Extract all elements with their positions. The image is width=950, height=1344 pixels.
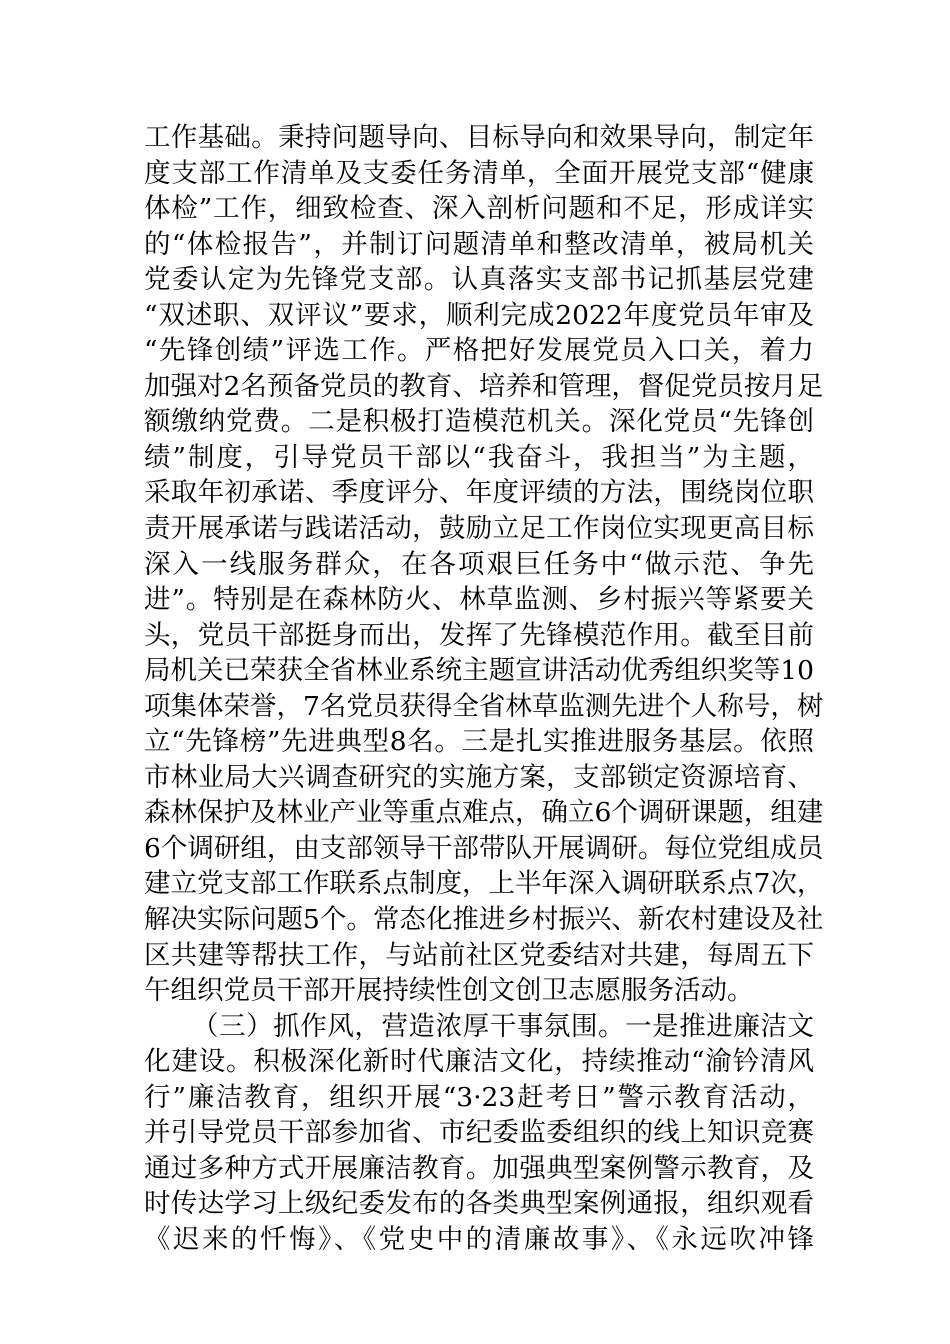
text-line: 工作基础。秉持问题导向、目标导向和效果导向，制定年 [144, 122, 814, 153]
text-line: 午组织党员干部开展持续性创文创卫志愿服务活动。 [144, 975, 754, 1007]
text-line: 通过多种方式开展廉洁教育。加强典型案例警示教育，及 [144, 1152, 814, 1184]
text-line: 头，党员干部挺身而出，发挥了先锋模范作用。截至目前 [144, 619, 814, 651]
text-line: 采取年初承诺、季度评分、年度评绩的方法，围绕岗位职 [144, 477, 814, 509]
document-body [144, 120, 824, 1258]
section-heading-line: （三）抓作风，营造浓厚干事氛围。一是推进廉洁文 [192, 1010, 814, 1042]
text-line: “双述职、双评议”要求，顺利完成2022年度党员年审及 [144, 299, 814, 331]
text-line: 进”。特别是在森林防火、林草监测、乡村振兴等紧要关 [144, 584, 814, 616]
text-line: 6个调研组，由支部领导干部带队开展调研。每位党组成员 [144, 832, 824, 864]
text-line: 局机关已荣获全省林业系统主题宣讲活动优秀组织奖等10 [144, 655, 814, 687]
text-line: 《迟来的忏悔》、《党史中的清廉故事》、《永远吹冲锋 [144, 1223, 814, 1255]
text-line: 行”廉洁教育，组织开展“3·23赶考日”警示教育活动， [144, 1081, 814, 1113]
text-line: 化建设。积极深化新时代廉洁文化，持续推动“渝钤清风 [144, 1046, 814, 1078]
text-line: 项集体荣誉，7名党员获得全省林草监测先进个人称号，树 [144, 690, 824, 722]
text-line: 责开展承诺与践诺活动，鼓励立足工作岗位实现更高目标 [144, 513, 814, 545]
text-line: 市林业局大兴调查研究的实施方案，支部锁定资源培育、 [144, 761, 814, 793]
text-line: 并引导党员干部参加省、市纪委监委组织的线上知识竞赛 [144, 1117, 814, 1149]
text-line: 森林保护及林业产业等重点难点，确立6个调研课题，组建 [144, 797, 824, 829]
text-line: 深入一线服务群众，在各项艰巨任务中“做示范、争先 [144, 548, 814, 580]
text-line: 立“先锋榜”先进典型8名。三是扎实推进服务基层。依照 [144, 726, 814, 758]
text-line: 建立党支部工作联系点制度，上半年深入调研联系点7次， [144, 868, 824, 900]
text-line: 区共建等帮扶工作，与站前社区党委结对共建，每周五下 [144, 939, 814, 971]
text-line: 的“体检报告”，并制订问题清单和整改清单，被局机关 [144, 228, 814, 260]
text-line: “先锋创绩”评选工作。严格把好发展党员入口关，着力 [144, 335, 814, 367]
text-line: 时传达学习上级纪委发布的各类典型案例通报，组织观看 [144, 1188, 814, 1220]
text-line: 体检”工作，细致检查、深入剖析问题和不足，形成详实 [144, 193, 814, 225]
text-line: 加强对2名预备党员的教育、培养和管理，督促党员按月足 [144, 370, 824, 402]
text-line: 额缴纳党费。二是积极打造模范机关。深化党员“先锋创 [144, 406, 814, 438]
text-line: 度支部工作清单及支委任务清单，全面开展党支部“健康 [144, 157, 814, 189]
text-line: 解决实际问题5个。常态化推进乡村振兴、新农村建设及社 [144, 904, 824, 936]
text-line: 党委认定为先锋党支部。认真落实支部书记抓基层党建 [144, 264, 814, 296]
text-line: 绩”制度，引导党员干部以“我奋斗，我担当”为主题， [144, 441, 814, 473]
